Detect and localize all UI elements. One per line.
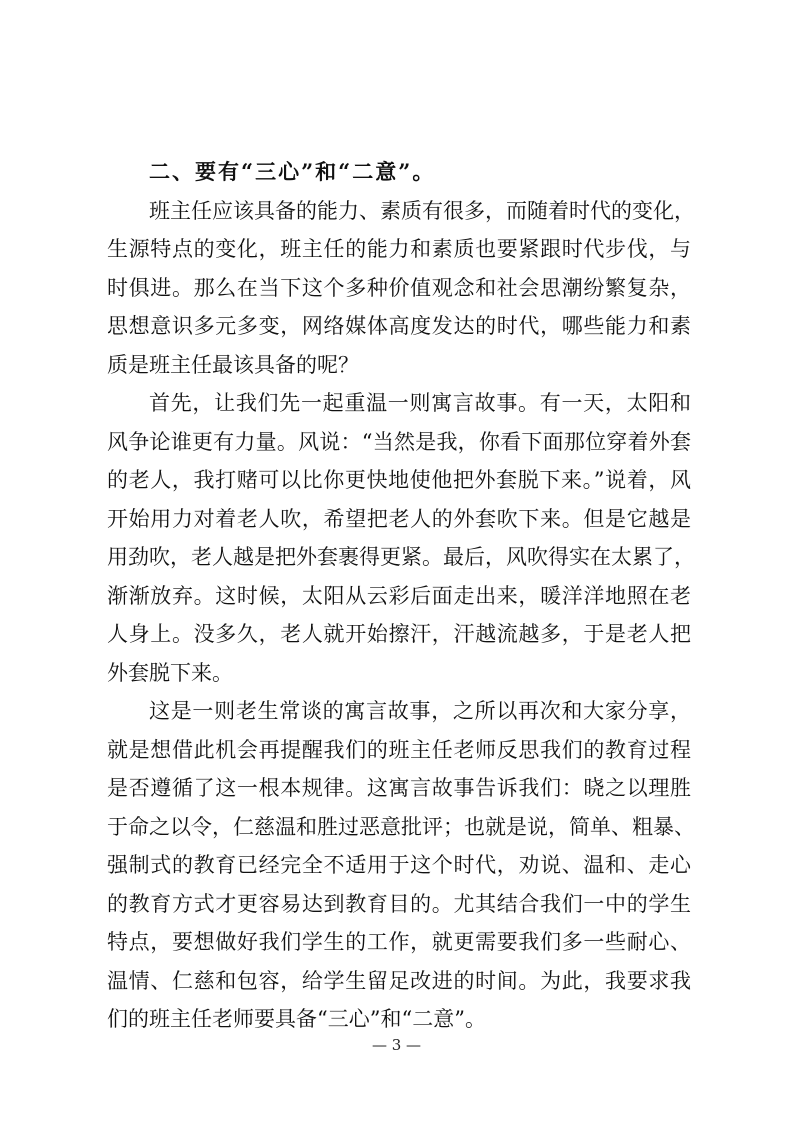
paragraph-line: 强制式的教育已经完全不适用于这个时代，劝说、温和、走心	[107, 853, 691, 877]
paragraph-line: 这是一则老生常谈的寓言故事，之所以再次和大家分享，	[149, 699, 691, 723]
paragraph-line: 是否遵循了这一根本规律。这寓言故事告诉我们：晓之以理胜	[107, 776, 691, 800]
paragraph-line: 外套脱下来。	[107, 660, 233, 685]
paragraph	[107, 192, 695, 385]
paragraph-line: 的老人，我打赌可以比你更快地使他把外套脱下来。”说着，风	[107, 468, 691, 492]
paragraph-line: 时俱进。那么在当下这个多种价值观念和社会思潮纷繁复杂，	[107, 275, 691, 300]
paragraph-line: 特点，要想做好我们学生的工作，就更需要我们多一些耐心、	[107, 930, 691, 954]
paragraph-line: 用劲吹，老人越是把外套裹得更紧。最后，风吹得实在太累了，	[107, 545, 695, 569]
paragraph-line: 班主任应该具备的能力、素质有很多，而随着时代的变化，	[149, 198, 695, 223]
paragraph-line: 温情、仁慈和包容，给学生留足改进的时间。为此，我要求我	[107, 968, 691, 993]
paragraph-line: 于命之以令，仁慈温和胜过恶意批评；也就是说，简单、粗暴、	[107, 814, 695, 839]
paragraph-line: 质是班主任最该具备的呢？	[107, 352, 359, 377]
paragraph-line: 风争论谁更有力量。风说：“当然是我，你看下面那位穿着外套	[107, 429, 691, 454]
paragraph-line: 就是想借此机会再提醒我们的班主任老师反思我们的教育过程	[107, 737, 691, 762]
paragraph	[107, 692, 695, 1039]
paragraph-line: 开始用力对着老人吹，希望把老人的外套吹下来。但是它越是	[107, 506, 691, 531]
paragraph	[107, 384, 695, 692]
paragraph-line: 思想意识多元多变，网络媒体高度发达的时代，哪些能力和素	[107, 314, 691, 338]
paragraph-line: 人身上。没多久，老人就开始擦汗，汗越流越多，于是老人把	[107, 622, 691, 646]
body-text	[107, 153, 695, 1039]
paragraph-line: 们的班主任老师要具备“三心”和“二意”。	[107, 1007, 486, 1031]
paragraph-line: 渐渐放弃。这时候，太阳从云彩后面走出来，暖洋洋地照在老	[107, 583, 691, 608]
paragraph-line: 首先，让我们先一起重温一则寓言故事。有一天，太阳和	[149, 391, 691, 415]
section-heading: 二、要有“三心”和“二意”。	[149, 159, 436, 184]
paragraph-line: 生源特点的变化，班主任的能力和素质也要紧跟时代步伐，与	[107, 237, 691, 261]
page-number: — 3 —	[371, 1036, 422, 1054]
paragraph-line: 的教育方式才更容易达到教育目的。尤其结合我们一中的学生	[107, 891, 691, 916]
